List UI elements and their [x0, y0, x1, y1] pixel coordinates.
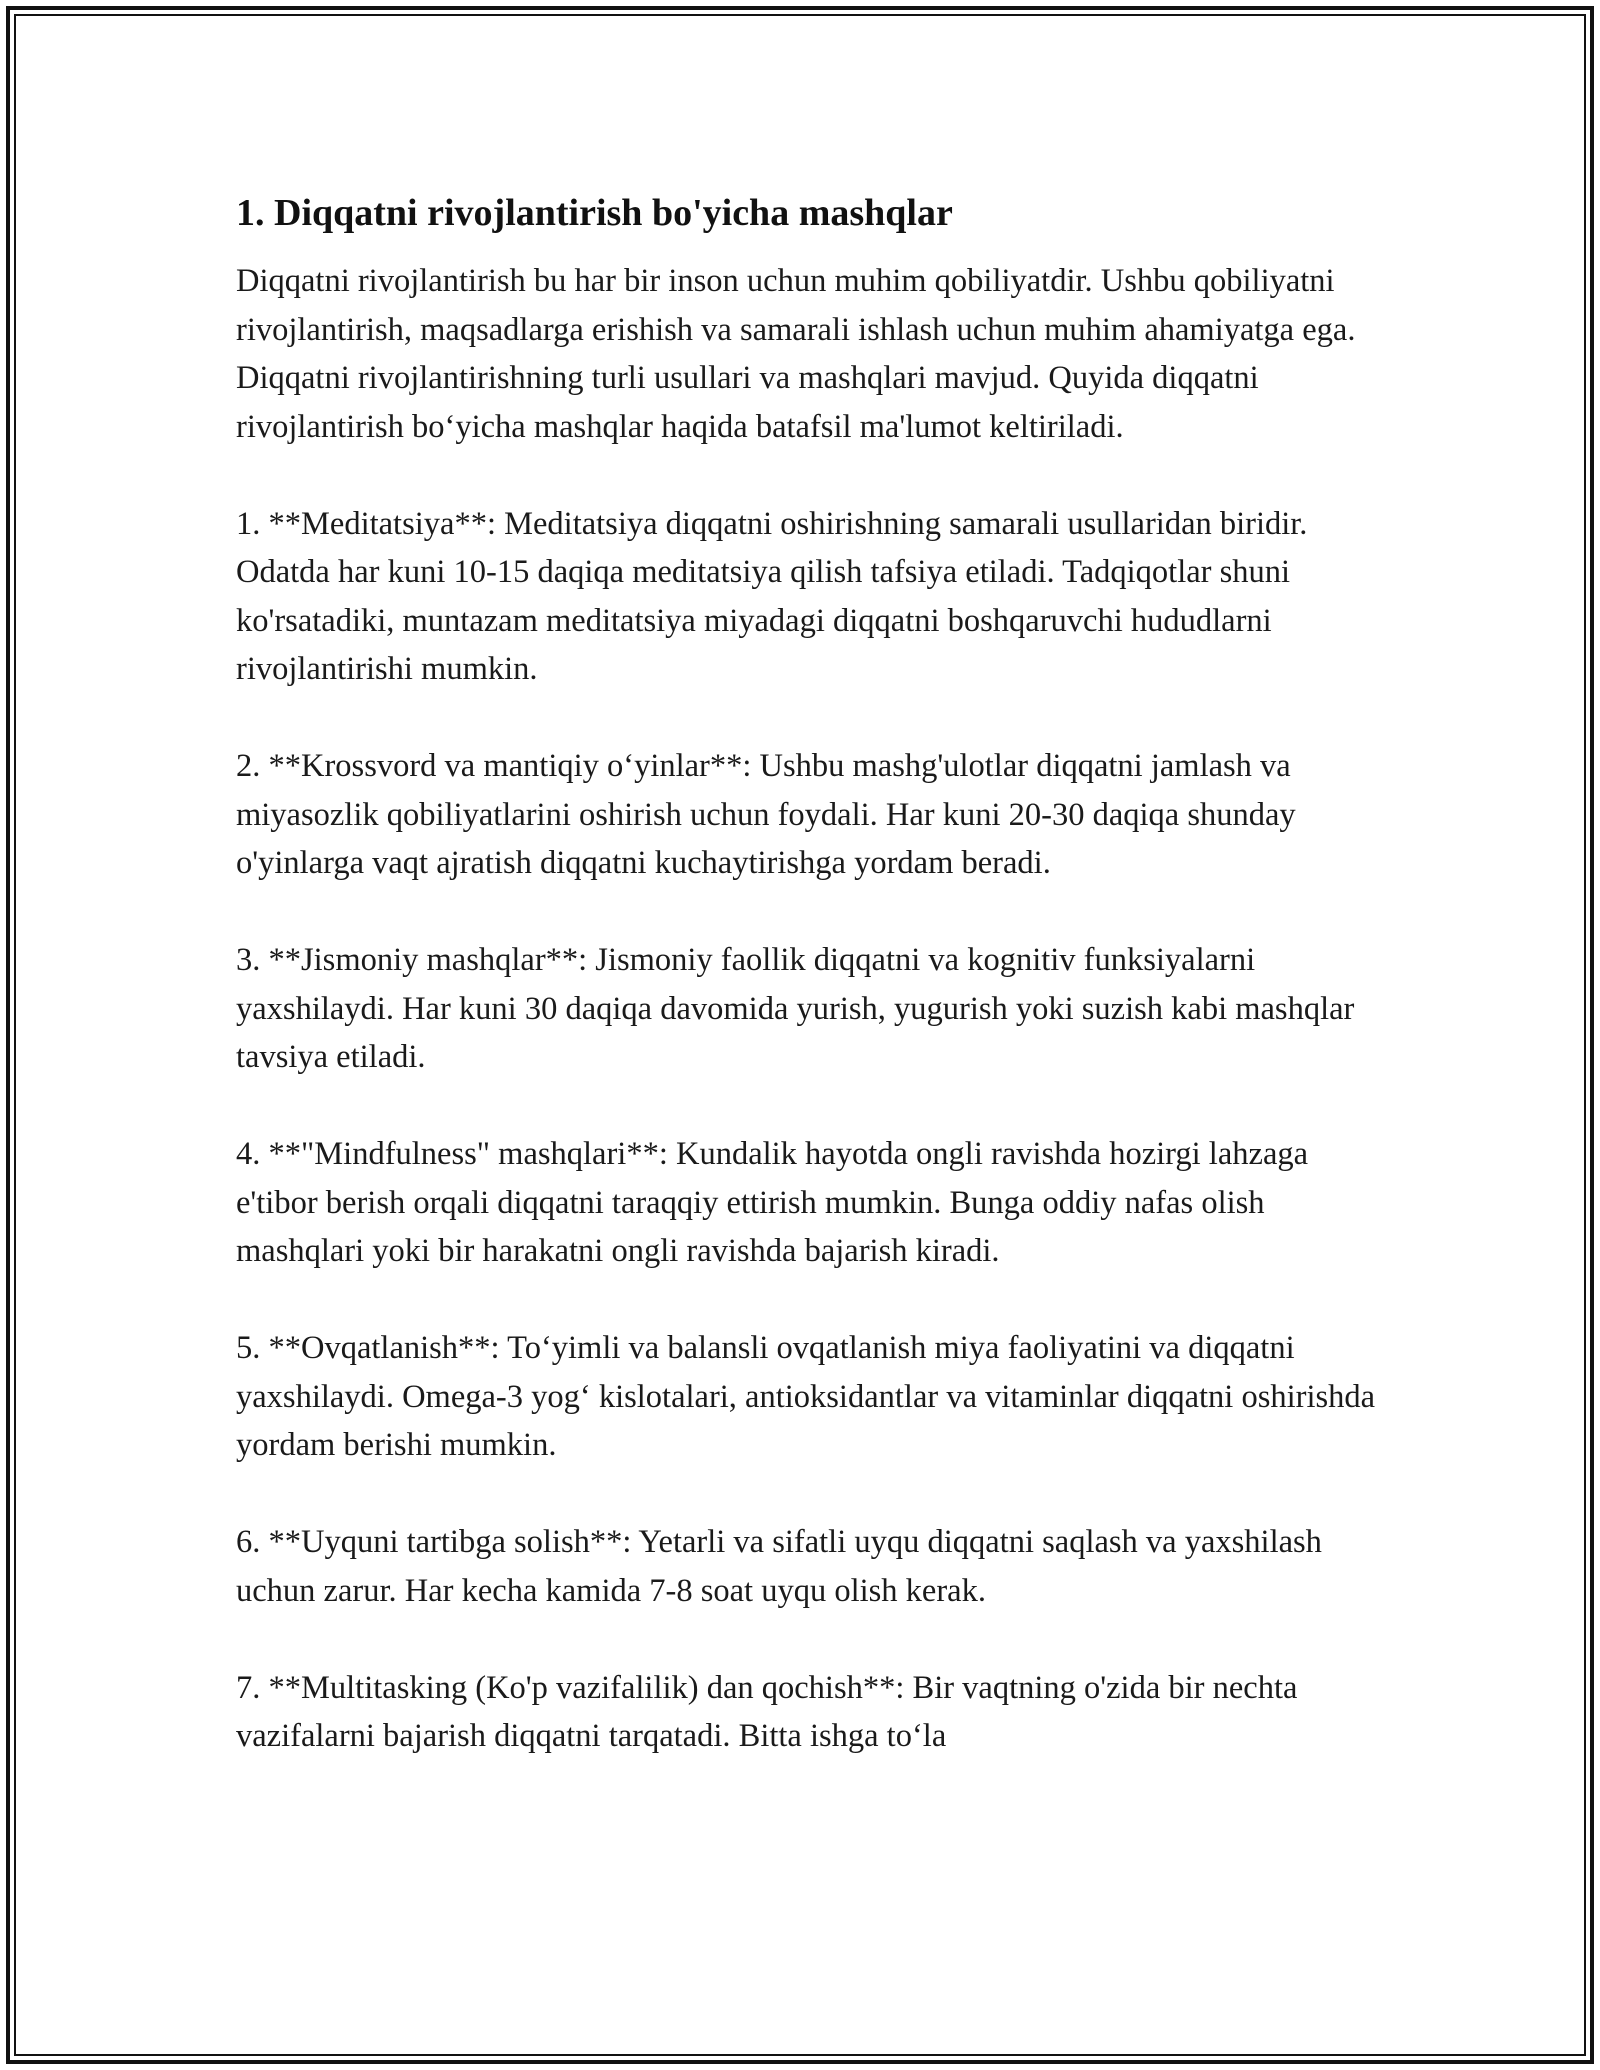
list-item-sleep: 6. **Uyquni tartibga solish**: Yetarli va sifatli uyqu diqqatni saqlash va yaxshilash uchun zarur. Har kecha kamida 7-8 soat uyqu olish kerak.	[236, 1524, 1322, 1609]
document-title: 1. Diqqatni rivojlantirish bo'yicha mashqlar	[236, 192, 953, 234]
list-item-nutrition: 5. **Ovqatlanish**: To‘yimli va balansli ovqatlanish miya faoliyatini va diqqatni yaxshilaydi. Omega-3 yog‘ kislotalari, antioksidantlar va vitaminlar diqqatni oshirishda yordam berishi mumkin.	[236, 1330, 1376, 1463]
intro-paragraph: Diqqatni rivojlantirish bu har bir inson uchun muhim qobiliyatdir. Ushbu qobiliyatni rivojlantirish, maqsadlarga erishish va samarali ishlash uchun muhim ahamiyatga ega. Diqqatni rivojlantirishning turli usullari va mashqlari mavjud. Quyida diqqatni rivojlantirish bo‘yicha mashqlar haqida batafsil ma'lumot keltiriladi.	[236, 263, 1356, 445]
list-item-meditation: 1. **Meditatsiya**: Meditatsiya diqqatni oshirishning samarali usullaridan biridir. Odatda har kuni 10-15 daqiqa meditatsiya qilish tafsiya etiladi. Tadqiqotlar shuni ko'rsatadiki, muntazam meditatsiya miyadagi diqqatni boshqaruvchi hududlarni rivojlantirishi mumkin.	[236, 505, 1308, 687]
list-item-multitasking: 7. **Multitasking (Ko'p vazifalilik) dan qochish**: Bir vaqtning o'zida bir nechta vazifalarni bajarish diqqatni tarqatadi. Bitta ishga to‘la	[236, 1669, 1298, 1754]
list-item-crossword-games: 2. **Krossvord va mantiqiy o‘yinlar**: Ushbu mashg'ulotlar diqqatni jamlash va miyasozlik qobiliyatlarini oshirish uchun foydali. Har kuni 20-30 daqiqa shunday o'yinlarga vaqt ajratish diqqatni kuchaytirishga yordam beradi.	[236, 748, 1296, 881]
document-body	[236, 185, 1386, 1761]
list-item-physical-exercise: 3. **Jismoniy mashqlar**: Jismoniy faollik diqqatni va kognitiv funksiyalarni yaxshilaydi. Har kuni 30 daqiqa davomida yurish, yugurish yoki suzish kabi mashqlar tavsiya etiladi.	[236, 942, 1355, 1075]
list-item-mindfulness: 4. **"Mindfulness" mashqlari**: Kundalik hayotda ongli ravishda hozirgi lahzaga e'tibor berish orqali diqqatni taraqqiy ettirish mumkin. Bunga oddiy nafas olish mashqlari yoki bir harakatni ongli ravishda bajarish kiradi.	[236, 1136, 1309, 1269]
